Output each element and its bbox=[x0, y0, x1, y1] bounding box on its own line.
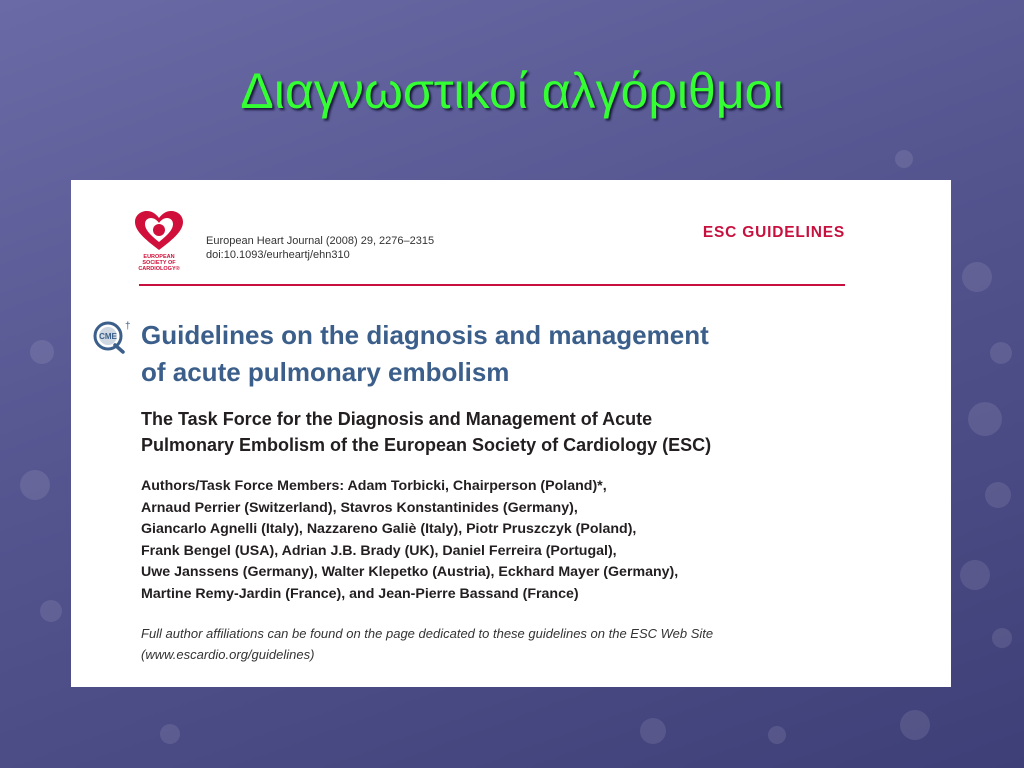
bubble bbox=[962, 262, 992, 292]
affiliations-note bbox=[141, 623, 901, 665]
bubble bbox=[985, 482, 1011, 508]
title-line: of acute pulmonary embolism bbox=[141, 357, 510, 387]
affiliation-line: Full author affiliations can be found on the page dedicated to these guidelines on the ESC Web Site bbox=[141, 626, 714, 641]
bubble bbox=[768, 726, 786, 744]
esc-guidelines-label: ESC GUIDELINES bbox=[702, 224, 845, 241]
cme-dagger: † bbox=[125, 321, 131, 332]
authors-line: Frank Bengel (USA), Adrian J.B. Brady (UK), Daniel Ferreira (Portugal), bbox=[141, 542, 617, 559]
bubble bbox=[992, 628, 1012, 648]
doi-reference: doi:10.1093/eurheartj/ehn310 bbox=[206, 249, 350, 261]
cme-icon bbox=[93, 320, 129, 354]
logo-text bbox=[129, 254, 189, 272]
document-title bbox=[141, 317, 861, 391]
authors-line: Arnaud Perrier (Switzerland), Stavros Konstantinides (Germany), bbox=[141, 499, 578, 516]
slide-title: Διαγνωστικοί αλγόριθμοι bbox=[240, 63, 784, 119]
authors-list bbox=[141, 476, 901, 605]
affiliation-url: (www.escardio.org/guidelines) bbox=[141, 647, 315, 662]
document-image bbox=[71, 180, 951, 687]
subtitle-line: Pulmonary Embolism of the European Society of Cardiology (ESC) bbox=[141, 435, 712, 455]
title-line: Guidelines on the diagnosis and management bbox=[141, 320, 709, 350]
esc-logo bbox=[129, 210, 189, 276]
authors-line: Giancarlo Agnelli (Italy), Nazzareno Galiè (Italy), Piotr Pruszczyk (Poland), bbox=[141, 521, 637, 537]
authors-line: Authors/Task Force Members: Adam Torbicki, Chairperson (Poland)*, bbox=[141, 478, 607, 494]
heart-logo-icon bbox=[129, 210, 189, 254]
bubble bbox=[990, 342, 1012, 364]
logo-text-line: CARDIOLOGY® bbox=[138, 266, 180, 272]
subtitle-line: The Task Force for the Diagnosis and Management of Acute bbox=[141, 409, 653, 429]
cme-badge bbox=[93, 320, 129, 354]
bubble bbox=[40, 600, 62, 622]
journal-reference: European Heart Journal (2008) 29, 2276–2315 bbox=[206, 235, 435, 247]
logo-text-line: EUROPEAN bbox=[143, 254, 175, 260]
authors-line: Uwe Janssens (Germany), Walter Klepetko (Austria), Eckhard Mayer (Germany), bbox=[141, 564, 679, 580]
bubble bbox=[900, 710, 930, 740]
bubble bbox=[640, 718, 666, 744]
task-force-subtitle bbox=[141, 406, 881, 458]
cme-badge-text: CME bbox=[99, 332, 117, 341]
bubble bbox=[30, 340, 54, 364]
bubble bbox=[160, 724, 180, 744]
bubble bbox=[968, 402, 1002, 436]
authors-line: Martine Remy-Jardin (France), and Jean-Pierre Bassand (France) bbox=[141, 585, 579, 602]
bubble bbox=[20, 470, 50, 500]
bubble bbox=[895, 150, 913, 168]
header-divider bbox=[139, 284, 845, 286]
journal-citation bbox=[206, 234, 434, 262]
logo-text-line: SOCIETY OF bbox=[142, 260, 176, 266]
bubble bbox=[960, 560, 990, 590]
